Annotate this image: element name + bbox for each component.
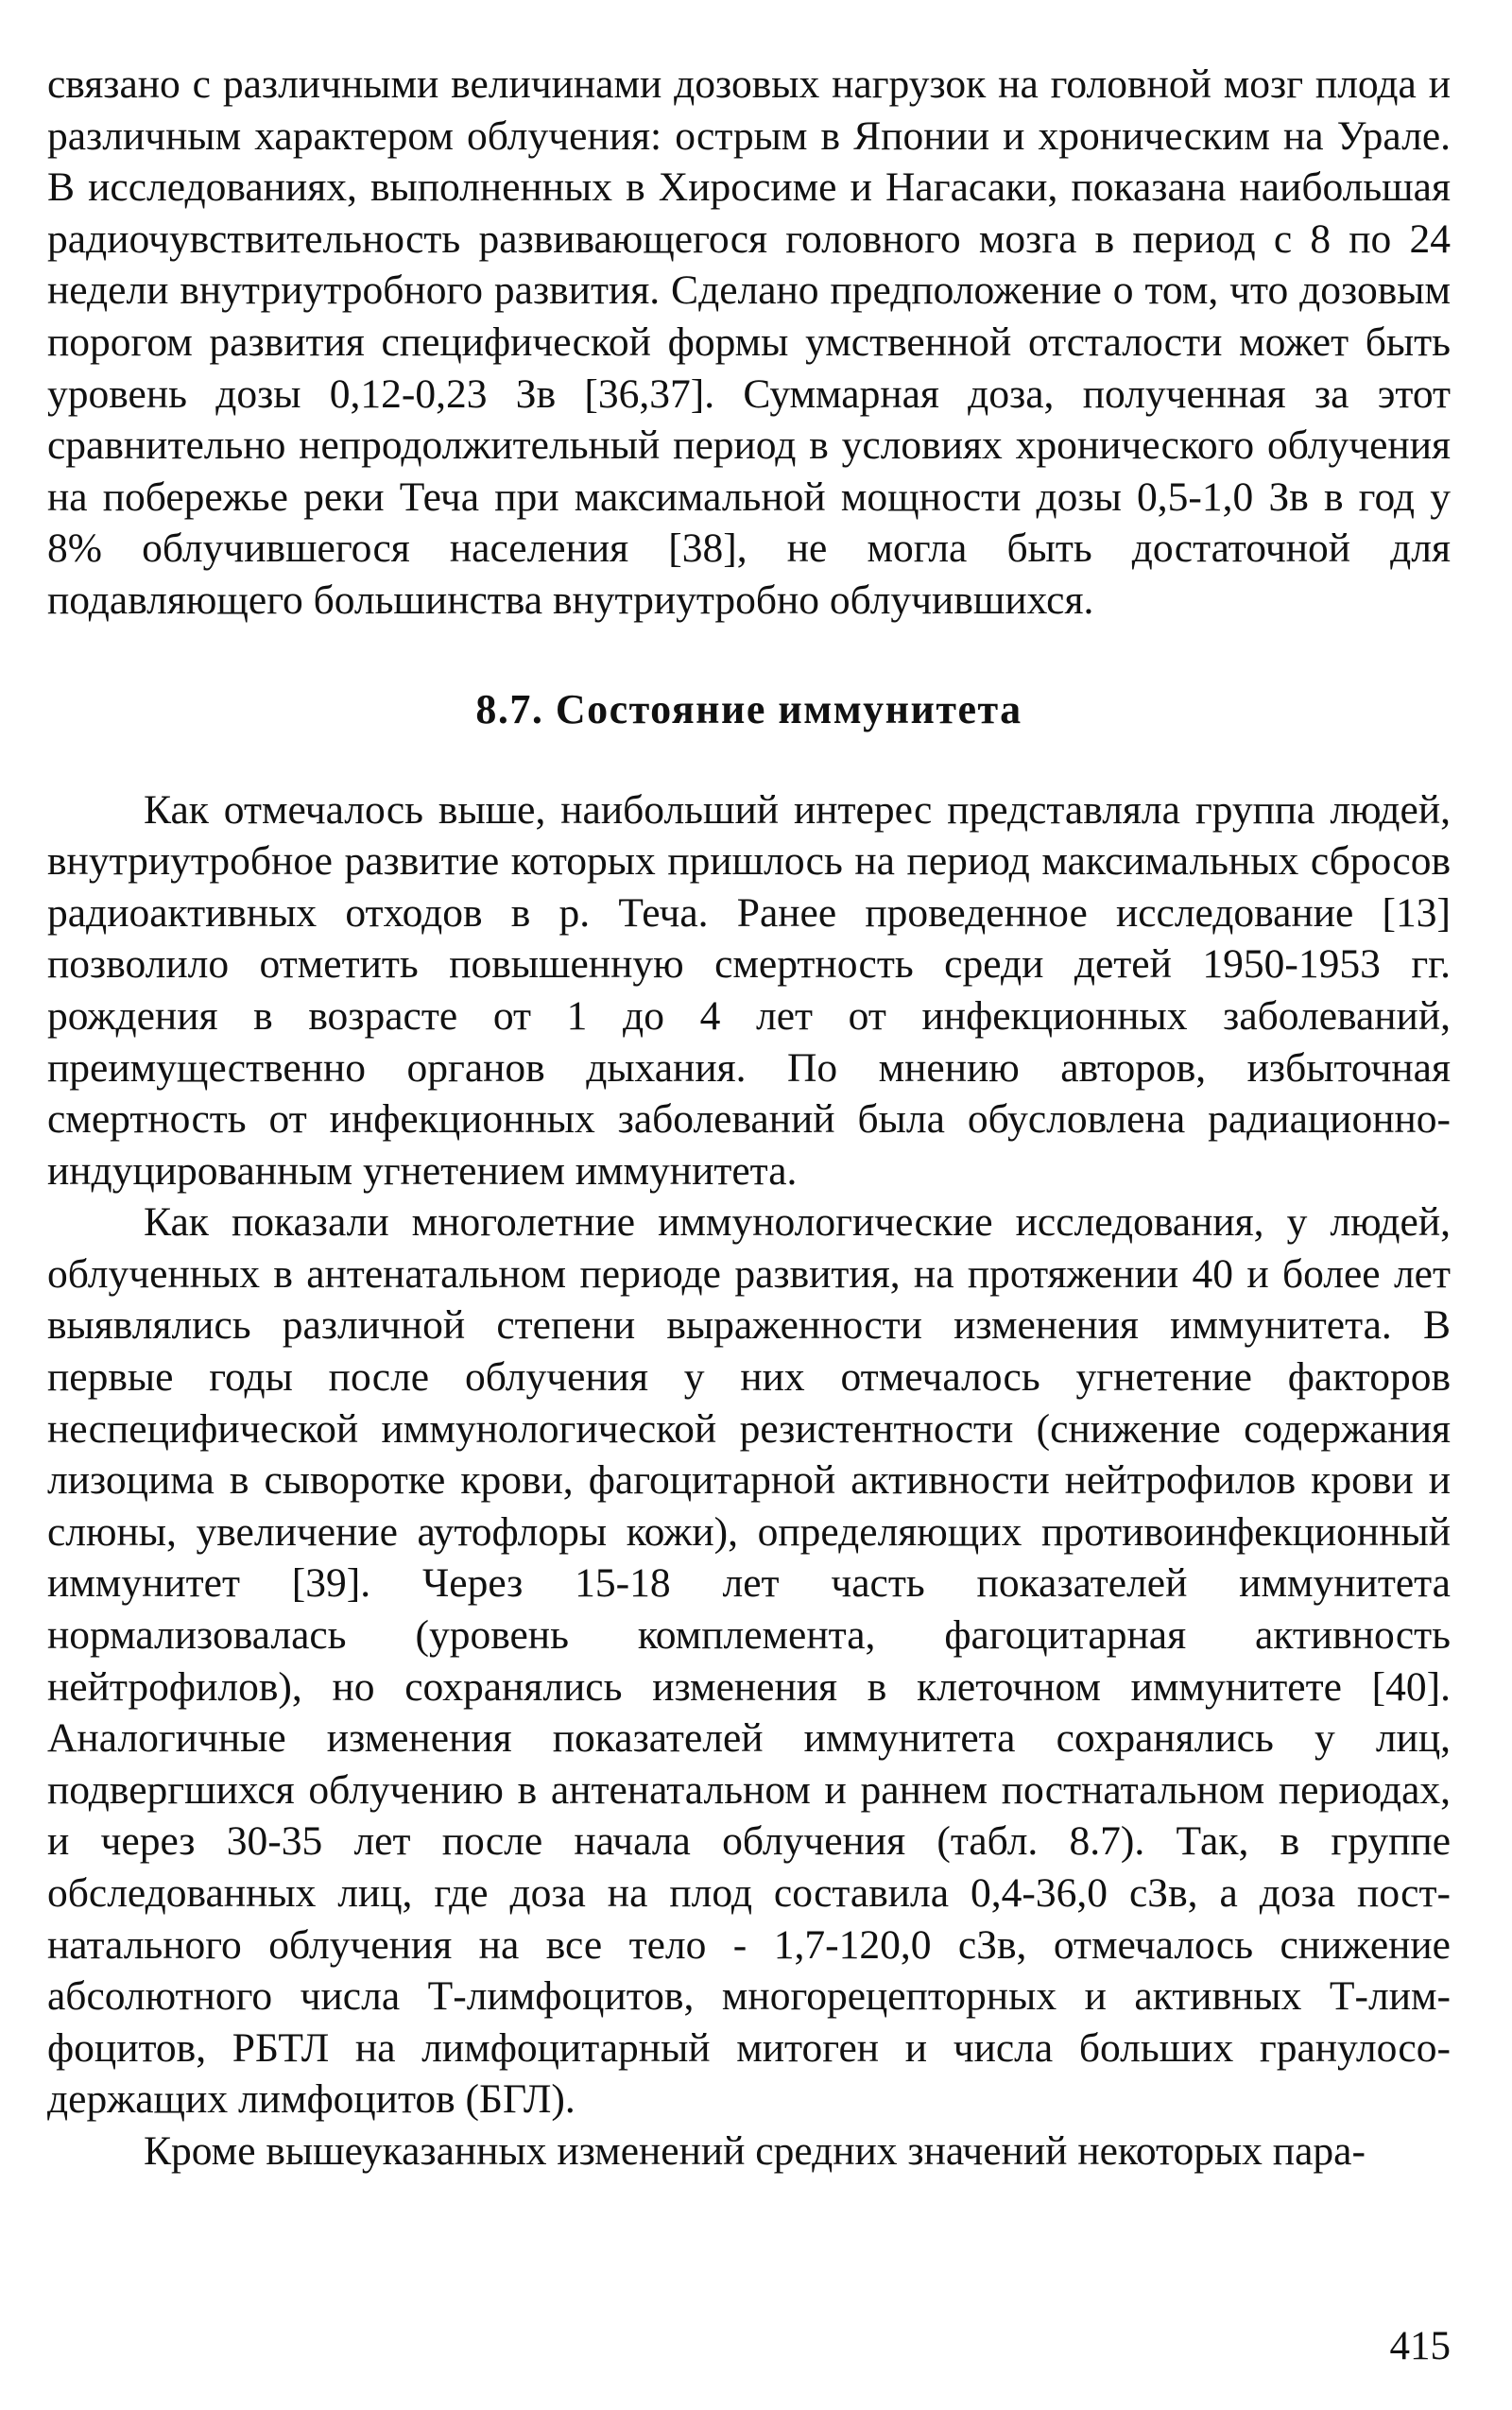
paragraph-continued: Кроме вышеуказанных изменений средних значений некоторых пара-: [144, 2127, 1366, 2174]
page-number: 415: [1389, 2324, 1451, 2368]
continued-paragraph: связано с различными величинами дозовых нагрузок на головной мозг плода и различным характером облучения: острым в Японии и хроническим на Урале. В исследованиях, выполненных в Хиросиме и Нагасаки, показана наибольшая радиочувствительность развивающегося головного мозга в период с 8 по 24 недели внутриутробного развития. Сделано предположение о том, что дозовым порогом развития специфической формы умственной отсталости может быть уровень дозы 0,12-0,23 Зв [36,37]. Суммарная доза, полученная за этот сравнительно непродолжительный период в условиях хронического облучения на побережье реки Теча при максимальной мощности дозы 0,5-1,0 Зв в год у 8% облучившегося населения [38], не могла быть достаточной для подавляющего большинства внутриутробно облучившихся.: [47, 61, 1451, 623]
paragraph-immunology: Как показали многолетние иммунологические исследования, у людей, облученных в антенатальном периоде развития, на протяжении 40 и более лет выявлялись различной степени выраженности изменения иммунитета. В первые годы после облучения у них отмечалось угнетение факторов неспецифической иммунологической резистентности (снижение содержания лизоцима в сыворотке крови, фагоцитарной активности нейтрофилов крови и слюны, увеличение аутофлоры кожи), определяющих противоинфекционный иммунитет [39]. Через 15-18 лет часть показателей иммунитета нормализовалась (уровень комплемента, фагоцитарная активность нейтрофилов), но сохранялись изменения в клеточном иммунитете [40]. Аналогичные изменения показателей иммунитета сохранялись у лиц, подвергшихся облучению в антенатальном и раннем постнатальном периодах, и через 30-35 лет после начала облучения (табл. 8.7). Так, в группе обследованных лиц, где доза на плод составила 0,4-36,0 сЗв, а доза постнатального облучения на все тело - 1,7-120,0 сЗв, отмечалось снижение абсолютного числа Т-лимфоцитов, многорецепторных и активных Т-лимфоцитов, РБТЛ на лимфоцитарный митоген и числа больших гранулосодержащих лимфоцитов (БГЛ).: [47, 1199, 1451, 2123]
page-body: [47, 59, 1451, 2178]
paragraph-mortality: Как отмечалось выше, наибольший интерес представляла группа людей, внутриутробное развитие которых пришлось на период максимальных сбросов радиоактивных отходов в р. Теча. Ранее проведенное исследование [13] позволило отметить повышенную смертность среди детей 1950-1953 гг. рождения в возрасте от 1 до 4 лет от инфекционных заболеваний, преимущественно органов дыхания. По мнению авторов, избыточная смертность от инфекционных заболеваний была обусловлена радиационно-индуцированным угнетением иммунитета.: [47, 786, 1451, 1194]
section-heading: 8.7. Состояние иммунитета: [475, 685, 1022, 732]
